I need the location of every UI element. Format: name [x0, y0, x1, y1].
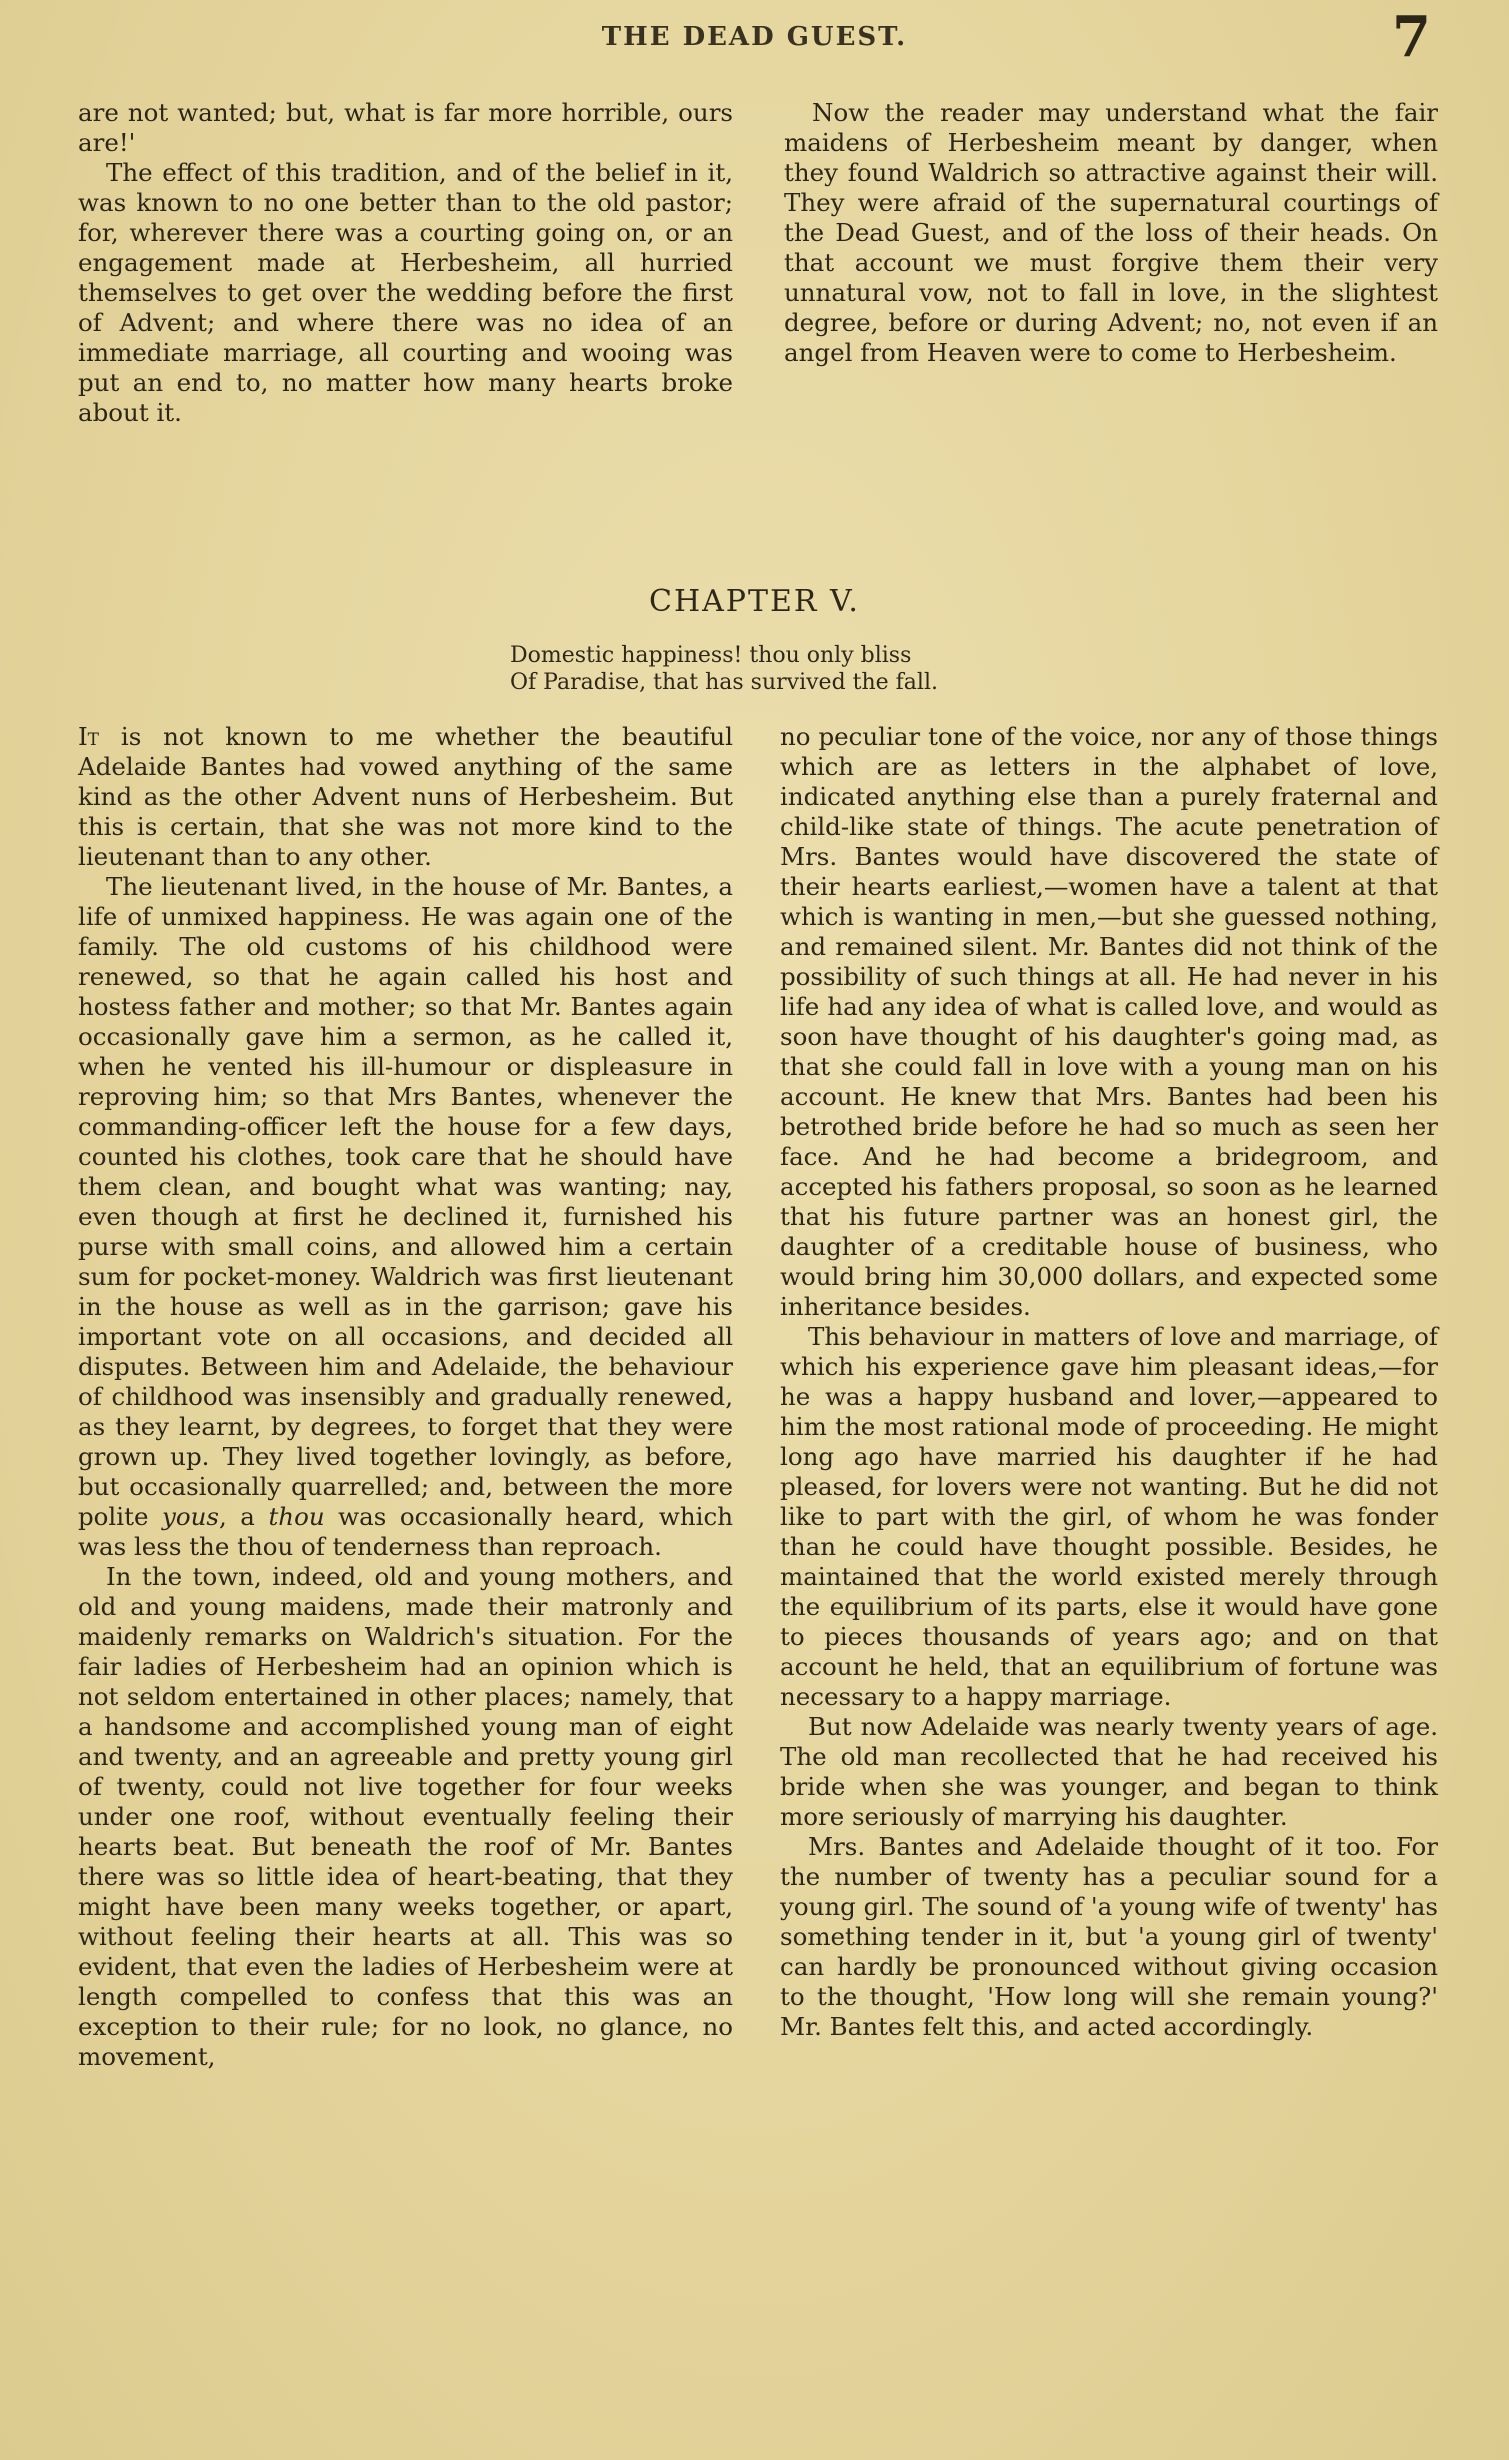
epigraph-line: Domestic happiness! thou only bliss [510, 643, 912, 668]
bottom-right-column [780, 722, 1438, 2042]
paragraph: But now Adelaide was nearly twenty years of age. The old man recollected that he had received his bride when she was younger, and began to think more seriously of marrying his daughter. [780, 1712, 1438, 1831]
paragraph: This behaviour in matters of love and marriage, of which his experience gave him pleasant ideas,—for he was a happy husband and lover,—appeared to him the most rational mode of proceeding. He might long ago have married his daughter if he had pleased, for lovers were not wanting. But he did not like to part with the girl, of whom he was fonder than he could have thought possible. Besides, he maintained that the world existed merely through the equilibrium of its parts, else it would have gone to pieces thousands of years ago; and on that account he held, that an equilibrium of fortune was necessary to a happy marriage. [780, 1322, 1438, 1711]
paragraph: Now the reader may understand what the fair maidens of Herbesheim meant by danger, when they found Waldrich so attractive against their will. They were afraid of the supernatural courtings of the Dead Guest, and of the loss of their heads. On that account we must forgive them their very unnatural vow, not to fall in love, in the slightest degree, before or during Advent; no, not even if an angel from Heaven were to come to Herbesheim. [784, 98, 1438, 367]
paragraph-text: The lieutenant lived, in the house of Mr. Bantes, a life of unmixed happiness. He was again one of the family. The old customs of his childhood were renewed, so that he again called his host and hostess father and mother; so that Mr. Bantes again occasionally gave him a sermon, as he called it, when he vented his ill-humour or displeasure in reproving him; so that Mrs Bantes, whenever the commanding-officer left the house for a few days, counted his clothes, took care that he should have them clean, and bought what was wanting; nay, even though at first he declined it, furnished his purse with small coins, and allowed him a certain sum for pocket-money. Waldrich was first lieutenant in the house as well as in the garrison; gave his important vote on all occasions, and decided all disputes. Between him and Adelaide, the behaviour of childhood was insensibly and gradually renewed, as they learnt, by degrees, to forget that they were grown up. They lived together lovingly, as before, but occasionally quarrelled; and, between the more polite [78, 872, 733, 1531]
paragraph: In the town, indeed, old and young mothers, and old and young maidens, made their matronly and maidenly remarks on Waldrich's situation. For the fair ladies of Herbesheim had an opinion which is not seldom entertained in other places; namely, that a handsome and accomplished young man of eight and twenty, and an agreeable and pretty young girl of twenty, could not live together for four weeks under one roof, without eventually feeling their hearts beat. But beneath the roof of Mr. Bantes there was so little idea of heart-beating, that they might have been many weeks together, or apart, without feeling their hearts at all. This was so evident, that even the ladies of Herbesheim were at length compelled to confess that this was an exception to their rule; for no look, no glance, no movement, [78, 1562, 733, 2071]
paragraph [78, 872, 733, 1562]
top-left-column [78, 98, 733, 428]
paragraph [78, 722, 733, 872]
paragraph: The effect of this tradition, and of the belief in it, was known to no one better than to the old pastor; for, wherever there was a courting going on, or an engagement made at Herbesheim, all hurried themselves to get over the wedding before the first of Advent; and where there was no idea of an immediate marriage, all courting and wooing was put an end to, no matter how many hearts broke about it. [78, 158, 733, 427]
epigraph [510, 642, 1070, 696]
top-right-column [784, 98, 1438, 368]
chapter-title: CHAPTER V. [649, 584, 860, 619]
running-header: THE DEAD GUEST. [601, 22, 908, 52]
opening-word: It [78, 722, 100, 751]
italic-word: yous [162, 1502, 219, 1531]
bottom-left-column [78, 722, 733, 2072]
paragraph-text: , a [218, 1502, 269, 1531]
paragraph-text: was occasionally heard, which was less the thou of tenderness than reproach. [78, 1502, 733, 1561]
paragraph: are not wanted; but, what is far more horrible, ours are!' [78, 98, 733, 157]
epigraph-line: Of Paradise, that has survived the fall. [510, 670, 938, 695]
paragraph-text: is not known to me whether the beautiful Adelaide Bantes had vowed anything of the same kind as the other Advent nuns of Herbesheim. But this is certain, that she was not more kind to the lieutenant than to any other. [78, 722, 733, 871]
paragraph: Mrs. Bantes and Adelaide thought of it too. For the number of twenty has a peculiar sound for a young girl. The sound of 'a young wife of twenty' has something tender in it, but 'a young girl of twenty' can hardly be pronounced without giving occasion to the thought, 'How long will she remain young?' Mr. Bantes felt this, and acted accordingly. [780, 1832, 1438, 2041]
italic-word: thou [268, 1502, 325, 1531]
paragraph: no peculiar tone of the voice, nor any of those things which are as letters in the alphabet of love, indicated anything else than a purely fraternal and child-like state of things. The acute penetration of Mrs. Bantes would have discovered the state of their hearts earliest,—women have a talent at that which is wanting in men,—but she guessed nothing, and remained silent. Mr. Bantes did not think of the possibility of such things at all. He had never in his life had any idea of what is called love, and would as soon have thought of his daughter's going mad, as that she could fall in love with a young man on his account. He knew that Mrs. Bantes had been his betrothed bride before he had so much as seen her face. And he had become a bridegroom, and accepted his fathers proposal, so soon as he learned that his future partner was an honest girl, the daughter of a creditable house of business, who would bring him 30,000 dollars, and expected some inheritance besides. [780, 722, 1438, 1321]
page-number: 7 [1392, 4, 1431, 70]
